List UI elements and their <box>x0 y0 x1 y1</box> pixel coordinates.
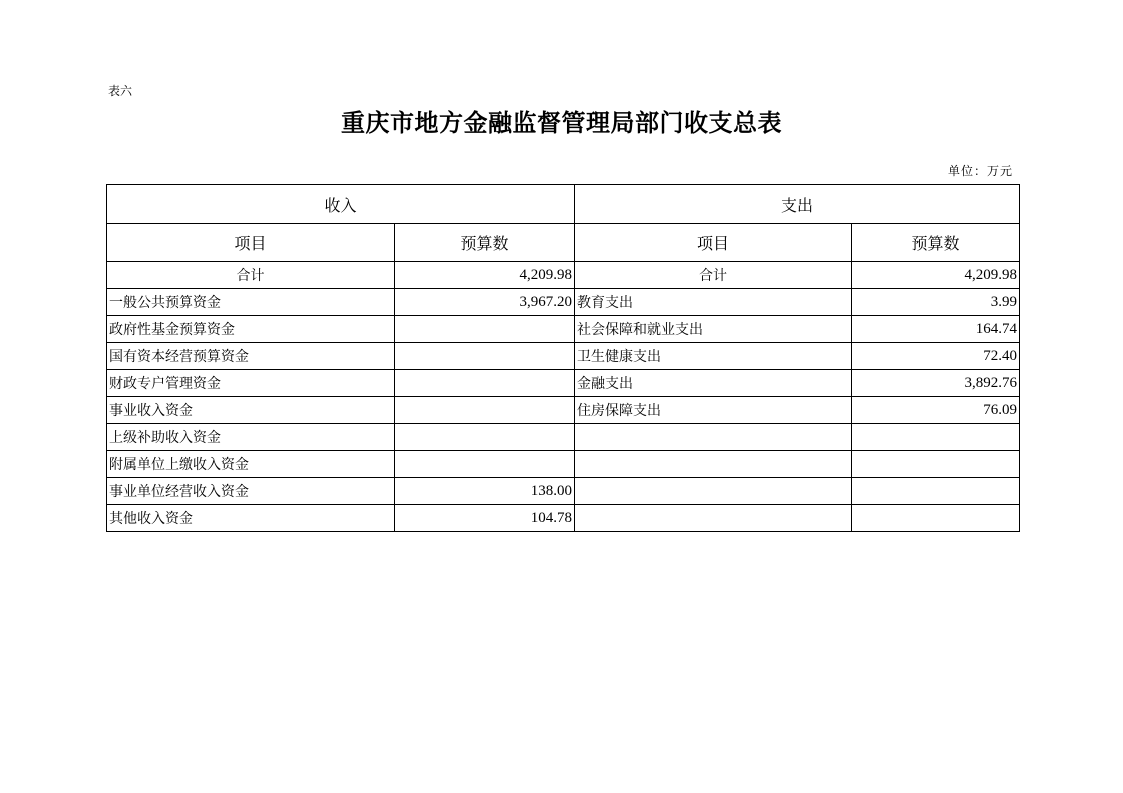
expense-item <box>575 424 852 451</box>
income-amount: 3,967.20 <box>395 289 575 316</box>
income-amount <box>395 316 575 343</box>
table-row <box>107 316 1020 343</box>
expense-amount <box>852 424 1020 451</box>
unit-label: 单位：万元 <box>947 164 1013 178</box>
income-amount <box>395 451 575 478</box>
expense-amount: 76.09 <box>852 397 1020 424</box>
expense-amount: 3,892.76 <box>852 370 1020 397</box>
income-amount: 104.78 <box>395 505 575 532</box>
expense-amount <box>852 478 1020 505</box>
income-item: 事业收入资金 <box>107 397 395 424</box>
income-item: 一般公共预算资金 <box>107 289 395 316</box>
expense-amount: 3.99 <box>852 289 1020 316</box>
expense-amount-header: 预算数 <box>852 224 1020 262</box>
income-item: 附属单位上缴收入资金 <box>107 451 395 478</box>
table-row <box>107 289 1020 316</box>
expense-item: 社会保障和就业支出 <box>575 316 852 343</box>
section-header-row <box>107 185 1020 224</box>
expense-amount <box>852 505 1020 532</box>
column-header-row <box>107 224 1020 262</box>
income-item: 财政专户管理资金 <box>107 370 395 397</box>
expense-item <box>575 478 852 505</box>
table-row <box>107 505 1020 532</box>
expense-item-header: 项目 <box>575 224 852 262</box>
table-row <box>107 478 1020 505</box>
income-item: 事业单位经营收入资金 <box>107 478 395 505</box>
expense-item: 住房保障支出 <box>575 397 852 424</box>
income-amount <box>395 343 575 370</box>
table-row <box>107 343 1020 370</box>
income-amount <box>395 370 575 397</box>
income-amount <box>395 424 575 451</box>
income-header: 收入 <box>107 185 575 224</box>
expense-item <box>575 505 852 532</box>
income-item: 政府性基金预算资金 <box>107 316 395 343</box>
income-item: 上级补助收入资金 <box>107 424 395 451</box>
expense-item: 卫生健康支出 <box>575 343 852 370</box>
expense-amount: 164.74 <box>852 316 1020 343</box>
income-amount: 138.00 <box>395 478 575 505</box>
expense-amount <box>852 451 1020 478</box>
expense-item: 金融支出 <box>575 370 852 397</box>
income-item: 国有资本经营预算资金 <box>107 343 395 370</box>
page-title: 重庆市地方金融监督管理局部门收支总表 <box>341 108 782 137</box>
income-item: 其他收入资金 <box>107 505 395 532</box>
table-row <box>107 451 1020 478</box>
income-amount <box>395 397 575 424</box>
total-row <box>107 262 1020 289</box>
expense-item <box>575 451 852 478</box>
expense-item: 教育支出 <box>575 289 852 316</box>
expense-total-label: 合计 <box>575 262 852 289</box>
income-amount-header: 预算数 <box>395 224 575 262</box>
income-item-header: 项目 <box>107 224 395 262</box>
expense-amount: 72.40 <box>852 343 1020 370</box>
expense-total-amount: 4,209.98 <box>852 262 1020 289</box>
expense-header: 支出 <box>575 185 1020 224</box>
table-number: 表六 <box>108 84 133 98</box>
budget-table <box>106 184 1020 532</box>
table-row <box>107 397 1020 424</box>
income-total-label: 合计 <box>107 262 395 289</box>
table-row <box>107 370 1020 397</box>
table-row <box>107 424 1020 451</box>
income-total-amount: 4,209.98 <box>395 262 575 289</box>
